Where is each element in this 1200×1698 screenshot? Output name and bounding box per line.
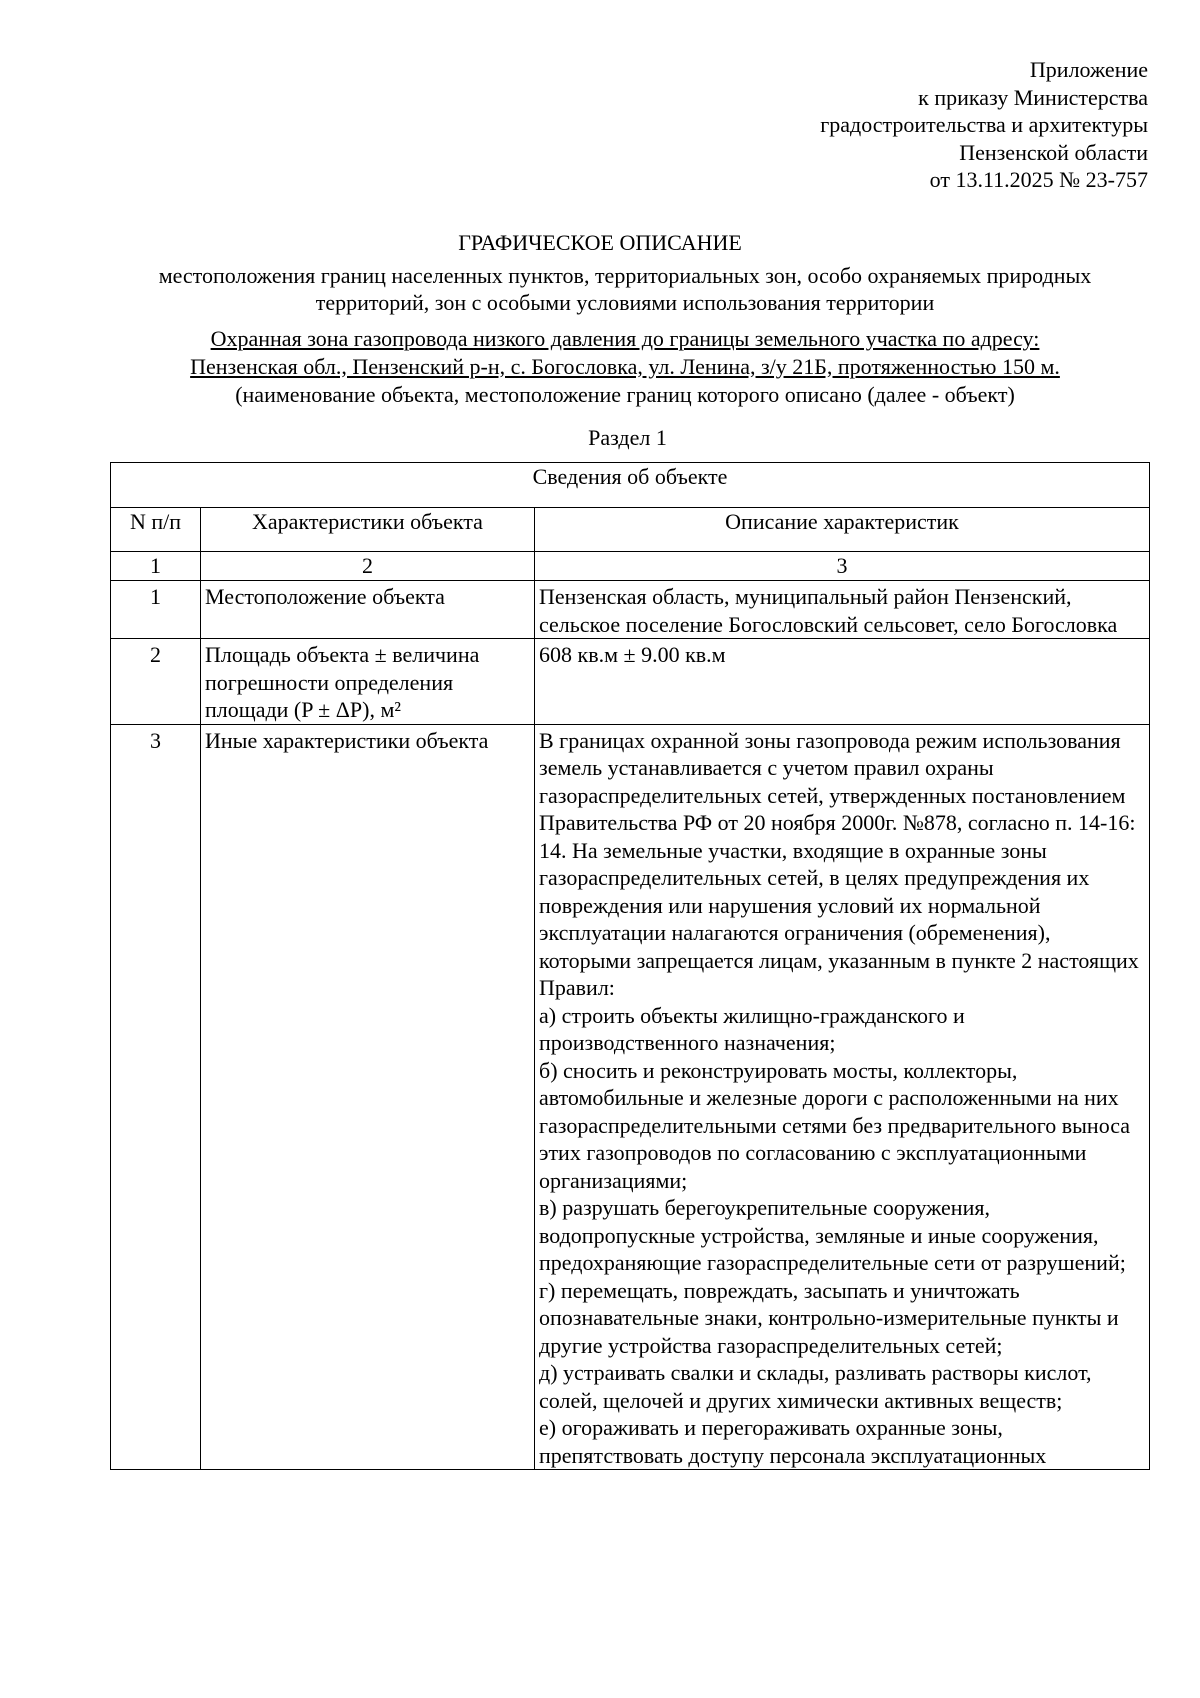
table-row [111,581,1150,639]
appendix-line: Приложение [1029,57,1148,82]
row-number: 1 [111,581,201,639]
table-caption-row [111,463,1150,508]
table-header-row [111,508,1150,552]
row-characteristic: Площадь объекта ± величина погрешности определения площади (P ± ΔP), м² [201,639,535,725]
appendix-line: Пензенской области [959,139,1148,165]
restriction-item-v: в) разрушать берегоукрепительные сооружения, водопропускные устройства, земляные и иные сооружения, предохраняющие газораспределительные сети от разрушений; [539,1195,1126,1275]
restrictions-clause-14: 14. На земельные участки, входящие в охранные зоны газораспределительных сетей, в целях предупреждения их повреждения или нарушения условий их нормальной эксплуатации налагаются ограничения (обременения), которыми запрещается лицам, указанным в пункте 2 настоящих Правил: [539,837,1139,1000]
table-caption: Сведения об объекте [111,463,1150,508]
object-address-line: Пензенская обл., Пензенский р-н, с. Богословка, ул. Ленина, з/у 21Б, протяженностью 150 м. [190,353,1060,379]
section-title: Раздел 1 [588,425,667,450]
column-header-number: N п/п [111,508,201,552]
restriction-item-e: е) огораживать и перегораживать охранные зоны, препятствовать доступу персонала эксплуатационных [539,1415,1047,1468]
document-subtitle [100,262,1150,316]
appendix-header [820,56,1148,194]
object-name-line: Охранная зона газопровода низкого давления до границы земельного участка по адресу: [210,326,1040,351]
appendix-line: градостроительства и архитектуры [820,112,1148,137]
table-row [111,724,1150,1470]
column-header-description: Описание характеристик [535,508,1150,552]
column-number: 1 [111,552,201,581]
subtitle-line: территорий, зон с особыми условиями использования территории [315,290,935,315]
restriction-item-g: г) перемещать, повреждать, засыпать и уничтожать опознавательные знаки, контрольно-измерительные пункты и другие устройства газораспределительных сетей; [539,1277,1119,1358]
document-title: ГРАФИЧЕСКОЕ ОПИСАНИЕ [458,230,742,255]
row-description [535,724,1150,1470]
object-caption: (наименование объекта, местоположение границ которого описано (далее - объект) [235,382,1015,407]
row-number: 3 [111,724,201,1470]
row-characteristic: Иные характеристики объекта [201,724,535,1470]
restriction-item-b: б) сносить и реконструировать мосты, коллекторы, автомобильные и железные дороги с расположенными на них газораспределительными сетями без предварительного выноса этих газопроводов по согласованию с эксплуатационными организациями; [539,1057,1131,1193]
object-info-table [110,462,1150,1470]
table-row [111,639,1150,725]
row-number: 2 [111,639,201,725]
row-description: Пензенская область, муниципальный район Пензенский, сельское поселение Богословский сельсовет, село Богословка [535,581,1150,639]
column-number: 2 [201,552,535,581]
column-number-row [111,552,1150,581]
object-name [100,325,1150,380]
subtitle-line: местоположения границ населенных пунктов, территориальных зон, особо охраняемых природных [158,263,1092,288]
row-characteristic: Местоположение объекта [201,581,535,639]
column-number: 3 [535,552,1150,581]
column-header-characteristic: Характеристики объекта [201,508,535,552]
row-description: 608 кв.м ± 9.00 кв.м [535,639,1150,725]
restriction-item-a: а) строить объекты жилищно-гражданского и производственного назначения; [539,1002,965,1055]
appendix-date-number: от 13.11.2025 № 23-757 [929,167,1148,192]
restrictions-intro: В границах охранной зоны газопровода режим использования земель устанавливается с учетом правил охраны газораспределительных сетей, утвержденных постановлением Правительства РФ от 20 ноября 2000г. №878, согласно п. 14-16: [539,727,1136,835]
appendix-line: к приказу Министерства [918,84,1148,110]
restriction-item-d: д) устраивать свалки и склады, разливать растворы кислот, солей, щелочей и других химически активных веществ; [539,1360,1092,1413]
